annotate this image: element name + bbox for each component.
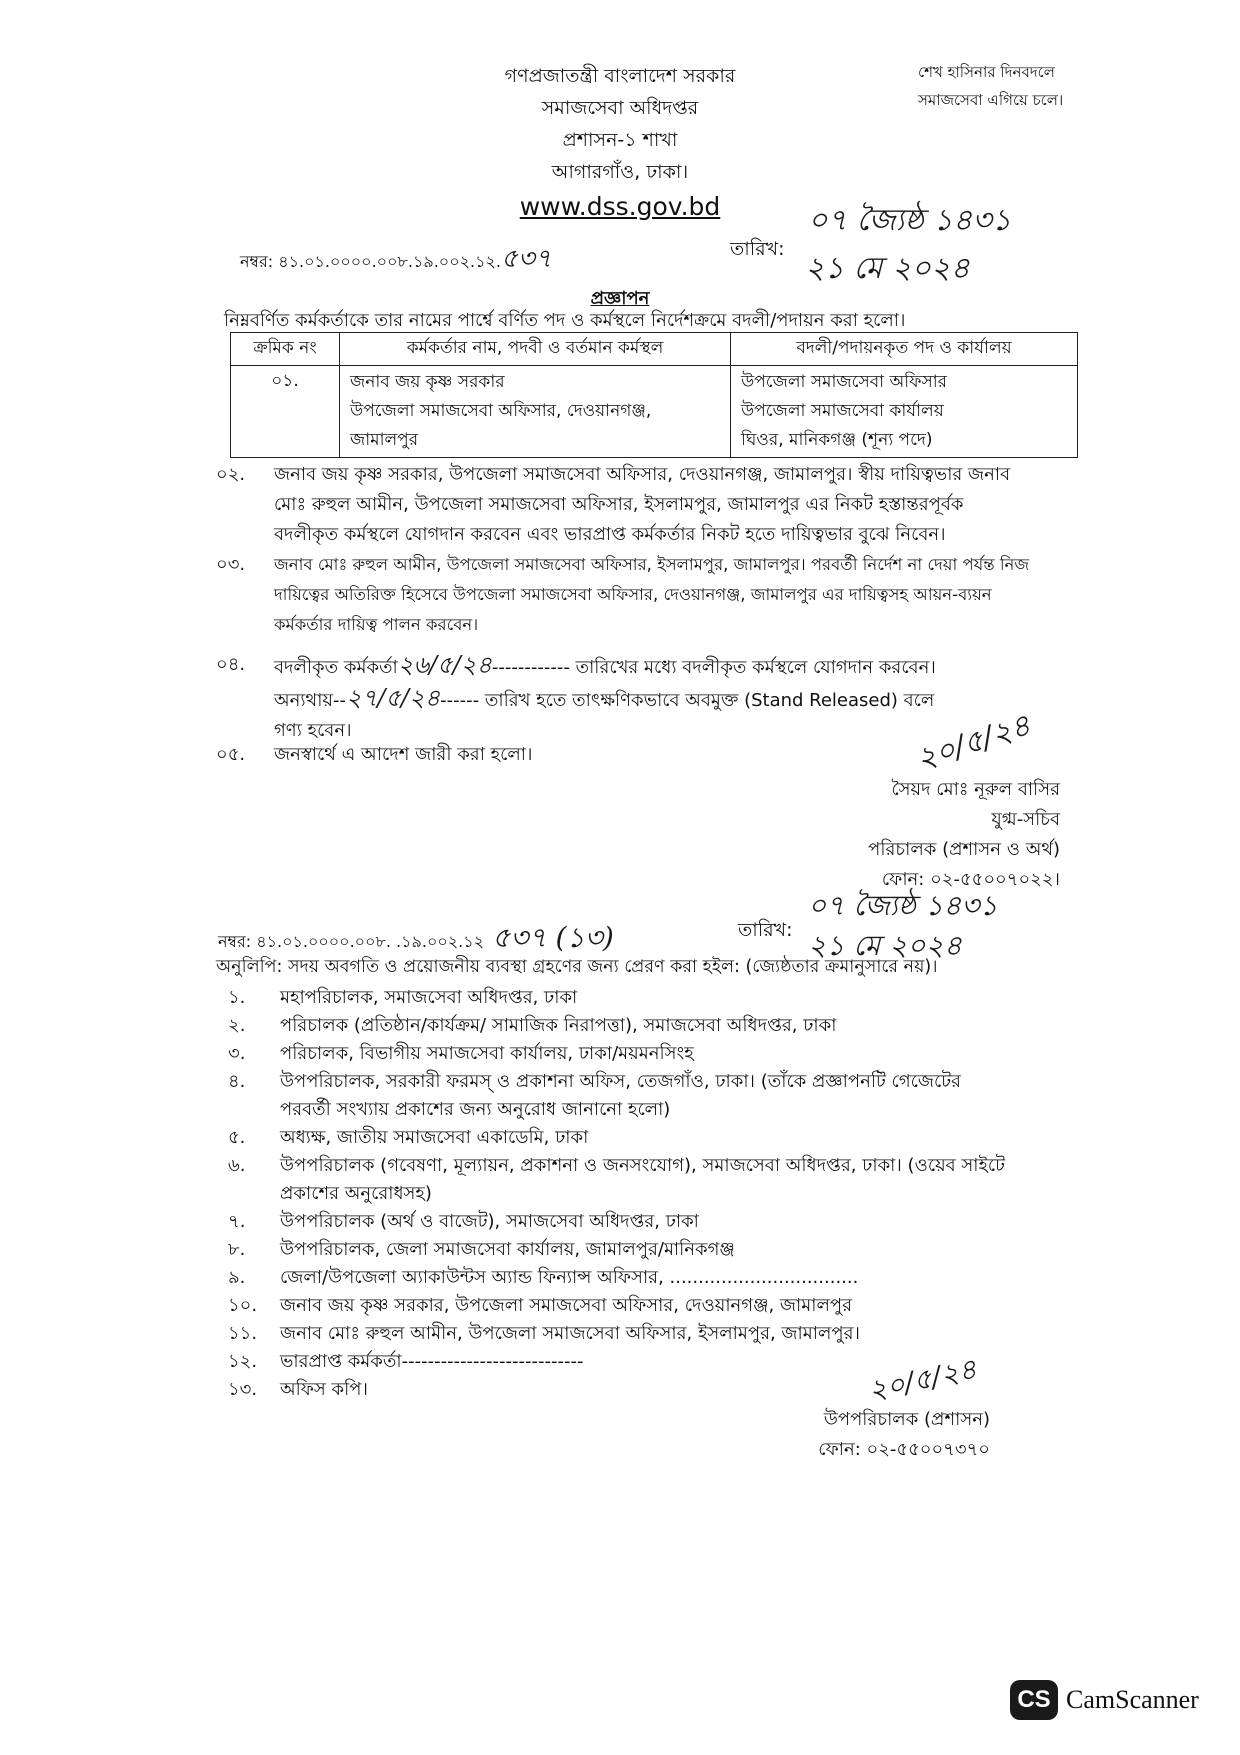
current-district: জামালপুর bbox=[350, 430, 419, 450]
list-item bbox=[228, 1124, 1005, 1152]
cc-number: ৭. bbox=[228, 1211, 246, 1232]
paragraph-04-line-2 bbox=[274, 683, 1086, 716]
paragraph-02-line-3: বদলীকৃত কর্মস্থলে যোগদান করবেন এবং ভারপ্রাপ্ত কর্মকর্তার নিকট হতে দায়িত্বভার বুঝে নিবেন। bbox=[274, 524, 946, 545]
cc-number: ৮. bbox=[228, 1239, 246, 1260]
paragraph-05-text: জনস্বার্থে এ আদেশ জারী করা হলো। bbox=[274, 744, 533, 765]
table-row bbox=[231, 366, 1078, 458]
cc-text: অফিস কপি। bbox=[280, 1379, 368, 1400]
department-name: সমাজসেবা অধিদপ্তর bbox=[541, 97, 699, 119]
intro-text: নিম্নবর্ণিত কর্মকর্তাকে তার নামের পার্শ্বে বর্ণিত পদ ও কর্মস্থলে নির্দেশক্রমে বদলী/পদায়ন করা হলো। bbox=[224, 310, 906, 331]
cc-text: উপপরিচালক, সরকারী ফরমস্ ও প্রকাশনা অফিস, তেজগাঁও, ঢাকা। (তাঁকে প্রজ্ঞাপনটি গেজেটের bbox=[280, 1071, 961, 1092]
section-name: প্রশাসন-১ শাখা bbox=[562, 129, 678, 151]
cc-intro: অনুলিপি: সদয় অবগতি ও প্রয়োজনীয় ব্যবস্থা গ্রহণের জন্য প্রেরণ করা হইল: (জ্যেষ্ঠতার ক্রমানুসারে নয়)। bbox=[216, 957, 938, 977]
table-cell-serial: ০১. bbox=[231, 366, 340, 458]
signature-2: ২০/৫/২৪ bbox=[865, 1351, 980, 1408]
copy-memo-date-handwritten-1: ০৭ জ্যৈষ্ঠ ১৪৩১ bbox=[808, 889, 998, 922]
paragraph-03-line-2: দায়িত্বের অতিরিক্ত হিসেবে উপজেলা সমাজসেবা অফিসার, দেওয়ানগঞ্জ, জামালপুর এর দায়িত্বসহ আয়ন-ব্যয়ন bbox=[274, 585, 992, 604]
cc-text: পরিচালক (প্রতিষ্ঠান/কার্যক্রম/ সামাজিক নিরাপত্তা), সমাজসেবা অধিদপ্তর, ঢাকা bbox=[280, 1015, 837, 1036]
table-header-new: বদলী/পদায়নকৃত পদ ও কার্যালয় bbox=[731, 333, 1078, 366]
cc-number: ৬. bbox=[228, 1155, 246, 1176]
new-location: ঘিওর, মানিকগঞ্জ (শূন্য পদে) bbox=[741, 430, 933, 450]
cc-number: ১০. bbox=[228, 1295, 258, 1316]
list-item bbox=[228, 1236, 1005, 1264]
cc-text: প্রকাশের অনুরোধসহ) bbox=[280, 1183, 432, 1204]
cc-text: উপপরিচালক (গবেষণা, মূল্যায়ন, প্রকাশনা ও জনসংযোগ), সমাজসেবা অধিদপ্তর, ঢাকা। (ওয়েব সাইটে bbox=[280, 1155, 1005, 1176]
table-header-row bbox=[231, 333, 1078, 366]
copy-memo-date-handwritten-2: ২১ মে ২০২৪ bbox=[808, 929, 962, 962]
list-item bbox=[228, 1040, 1005, 1068]
paragraph-02-text bbox=[274, 460, 1086, 550]
office-address: আগারগাঁও, ঢাকা। bbox=[551, 161, 689, 183]
signatory-1-position: পরিচালক (প্রশাসন ও অর্থ) bbox=[868, 839, 1060, 860]
list-item bbox=[228, 1152, 1005, 1180]
camscanner-logo-icon: CS bbox=[1010, 1680, 1058, 1720]
signatory-1-phone: ফোন: ০২-৫৫০০৭০২২। bbox=[881, 869, 1060, 890]
new-post: উপজেলা সমাজসেবা অফিসার bbox=[741, 372, 948, 392]
list-item bbox=[228, 1180, 1005, 1208]
memo-date-handwritten-2: ২১ মে ২০২৪ bbox=[805, 251, 970, 286]
current-name: জনাব জয় কৃষ্ণ সরকার bbox=[350, 372, 505, 392]
list-item bbox=[228, 984, 1005, 1012]
copy-memo-number-label: নম্বর: ৪১.০১.০০০০.০০৮. .১৯.০০২.১২ bbox=[218, 932, 485, 951]
list-item bbox=[228, 1264, 1005, 1292]
cc-number: ১৩. bbox=[228, 1379, 258, 1400]
cc-number: ১১. bbox=[228, 1323, 258, 1344]
cc-number: ৯. bbox=[228, 1267, 246, 1288]
signature-1: ২০/৫/২৪ bbox=[912, 707, 1035, 778]
government-name: গণপ্রজাতন্ত্রী বাংলাদেশ সরকার bbox=[504, 65, 736, 87]
cc-number: ১২. bbox=[228, 1351, 258, 1372]
cc-text: পরিচালক, বিভাগীয় সমাজসেবা কার্যালয়, ঢাকা/ময়মনসিংহ bbox=[280, 1043, 694, 1064]
cc-text: জনাব মোঃ রুহুল আমীন, উপজেলা সমাজসেবা অফিসার, ইসলামপুর, জামালপুর। bbox=[280, 1323, 860, 1344]
cc-number: ৩. bbox=[228, 1043, 246, 1064]
paragraph-02-number: ০২. bbox=[216, 464, 246, 485]
cc-text: পরবর্তী সংখ্যায় প্রকাশের জন্য অনুরোধ জানানো হলো) bbox=[280, 1099, 671, 1120]
slogan-line-1: শেখ হাসিনার দিনবদলে bbox=[918, 63, 1055, 81]
table-header-serial: ক্রমিক নং bbox=[231, 333, 340, 366]
list-item bbox=[228, 1012, 1005, 1040]
cc-list bbox=[228, 984, 1005, 1404]
cc-text: জেলা/উপজেলা অ্যাকাউন্টস অ্যান্ড ফিন্যান্স অফিসার, ................................. bbox=[280, 1267, 859, 1288]
memo-number-handwritten: ৫৩৭ bbox=[500, 244, 552, 274]
paragraph-03-number: ০৩. bbox=[216, 554, 246, 575]
memo-date-handwritten-1: ০৭ জ্যৈষ্ঠ ১৪৩১ bbox=[808, 203, 1012, 238]
signatory-1-block bbox=[760, 775, 1060, 895]
copy-memo-date-label: তারিখ: bbox=[738, 919, 793, 941]
list-item bbox=[228, 1096, 1005, 1124]
paragraph-04-number: ০৪. bbox=[216, 654, 246, 675]
memo-number-label: নম্বর: ৪১.০১.০০০০.০০৮.১৯.০০২.১২. bbox=[240, 252, 501, 271]
memo-number bbox=[240, 238, 552, 282]
cc-number: ৪. bbox=[228, 1071, 246, 1092]
paragraph-04-line-3: গণ্য হবেন। bbox=[274, 720, 352, 741]
paragraph-04-line-1 bbox=[274, 650, 1086, 683]
join-date-handwritten: ২৬/৫/২৪ bbox=[397, 651, 492, 679]
join-suffix: ------------ তারিখের মধ্যে বদলীকৃত কর্মস্থলে যোগদান করবেন। bbox=[491, 657, 936, 678]
cc-text: উপপরিচালক, জেলা সমাজসেবা কার্যালয়, জামালপুর/মানিকগঞ্জ bbox=[280, 1239, 735, 1260]
paragraph-03-text bbox=[274, 550, 1086, 640]
notice-title: প্রজ্ঞাপন bbox=[590, 288, 650, 309]
cc-text: জনাব জয় কৃষ্ণ সরকার, উপজেলা সমাজসেবা অফিসার, দেওয়ানগঞ্জ, জামালপুর bbox=[280, 1295, 852, 1316]
paragraph-05-number: ০৫. bbox=[216, 744, 246, 765]
paragraph-03 bbox=[216, 550, 1086, 646]
join-prefix: বদলীকৃত কর্মকর্তা bbox=[274, 657, 398, 678]
table-cell-current bbox=[340, 366, 731, 458]
table-cell-new bbox=[731, 366, 1078, 458]
cc-text: অধ্যক্ষ, জাতীয় সমাজসেবা একাডেমি, ঢাকা bbox=[280, 1127, 589, 1148]
paragraph-03-line-1: জনাব মোঃ রুহুল আমীন, উপজেলা সমাজসেবা অফিসার, ইসলামপুর, জামালপুর। পরবর্তী নির্দেশ না দেয়া পর্যন্ত নিজ bbox=[274, 555, 1030, 574]
memo-date-label: তারিখ: bbox=[730, 238, 785, 260]
paragraph-02-line-1: জনাব জয় কৃষ্ণ সরকার, উপজেলা সমাজসেবা অফিসার, দেওয়ানগঞ্জ, জামালপুর। স্বীয় দায়িত্বভার জনাব bbox=[274, 464, 1011, 485]
slogan bbox=[918, 58, 1118, 114]
paragraph-03-line-3: কর্মকর্তার দায়িত্ব পালন করবেন। bbox=[274, 615, 479, 634]
cc-text: মহাপরিচালক, সমাজসেবা অধিদপ্তর, ঢাকা bbox=[280, 987, 578, 1008]
slogan-line-2: সমাজসেবা এগিয়ে চলে। bbox=[918, 91, 1064, 109]
cc-text: উপপরিচালক (অর্থ ও বাজেট), সমাজসেবা অধিদপ্তর, ঢাকা bbox=[280, 1211, 699, 1232]
cc-number: ১. bbox=[228, 987, 246, 1008]
camscanner-name: CamScanner bbox=[1066, 1685, 1199, 1714]
release-suffix: ------ তারিখ হতে তাৎক্ষণিকভাবে অবমুক্ত (Stand Released) বলে bbox=[440, 690, 935, 711]
paragraph-02 bbox=[216, 460, 1086, 556]
signatory-1-name: সৈয়দ মোঃ নূরুল বাসির bbox=[891, 779, 1060, 800]
current-post: উপজেলা সমাজসেবা অফিসার, দেওয়ানগঞ্জ, bbox=[350, 401, 652, 421]
list-item bbox=[228, 1068, 1005, 1096]
camscanner-watermark bbox=[1010, 1680, 1199, 1720]
new-office: উপজেলা সমাজসেবা কার্যালয় bbox=[741, 401, 944, 421]
cc-number: ৫. bbox=[228, 1127, 246, 1148]
paragraph-02-line-2: মোঃ রুহুল আমীন, উপজেলা সমাজসেবা অফিসার, ইসলামপুর, জামালপুর এর নিকট হস্তান্তরপূর্বক bbox=[274, 494, 964, 515]
list-item bbox=[228, 1320, 1005, 1348]
copy-memo-number-handwritten: ৫৩৭ (১৩) bbox=[492, 921, 614, 954]
website-link[interactable]: www.dss.gov.bd bbox=[519, 192, 721, 221]
cc-text: ভারপ্রাপ্ত কর্মকর্তা---------------------------- bbox=[280, 1351, 584, 1372]
signatory-2-position: উপপরিচালক (প্রশাসন) bbox=[823, 1409, 990, 1430]
table-header-current: কর্মকর্তার নাম, পদবী ও বর্তমান কর্মস্থল bbox=[340, 333, 731, 366]
signatory-1-title: যুগ্ম-সচিব bbox=[991, 809, 1060, 830]
list-item bbox=[228, 1292, 1005, 1320]
transfer-table bbox=[230, 332, 1078, 458]
release-prefix: অন্যথায়-- bbox=[274, 690, 347, 711]
signatory-2-block bbox=[740, 1405, 990, 1465]
signatory-2-phone: ফোন: ০২-৫৫০০৭৩৭০ bbox=[818, 1439, 990, 1460]
header-block bbox=[420, 60, 820, 226]
release-date-handwritten: ২৭/৫/২৪ bbox=[346, 684, 441, 712]
list-item bbox=[228, 1208, 1005, 1236]
cc-number: ২. bbox=[228, 1015, 246, 1036]
